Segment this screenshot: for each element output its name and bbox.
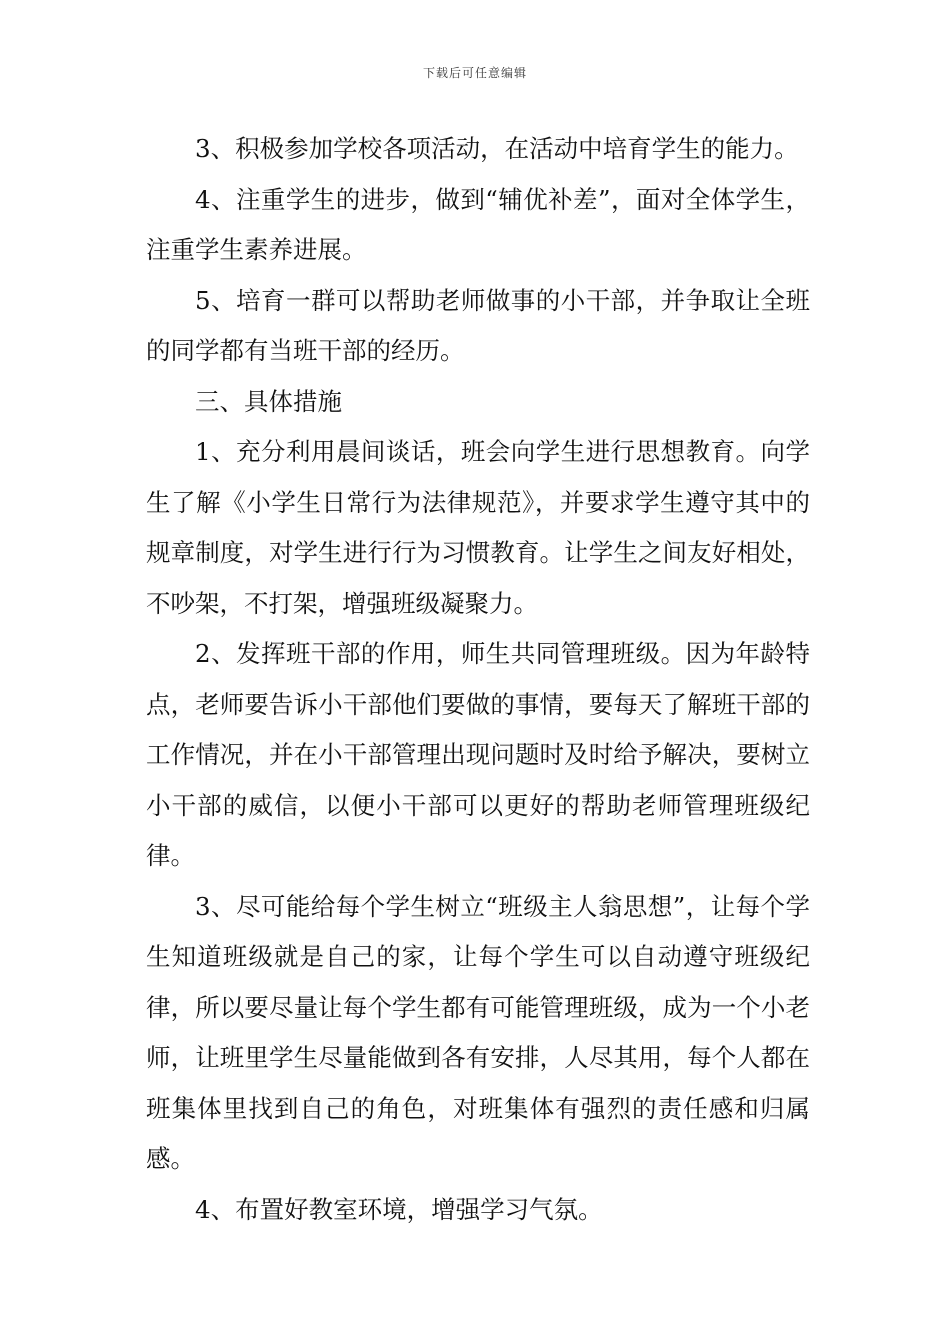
- paragraph-measure-4: 4、布置好教室环境，增强学习气氛。: [195, 1194, 603, 1224]
- paragraph-measure-1: 1、充分利用晨间谈话，班会向学生进行思想教育。向学生了解《小学生日常行为法律规范》，并要求学生遵守其中的规章制度，对学生进行行为习惯教育。让学生之间友好相处，不吵架，不打架，增强班级凝聚力。: [146, 437, 810, 618]
- section-heading-measures: 三、具体措施: [195, 386, 342, 416]
- paragraph-item-3-activities: 3、积极参加学校各项活动，在活动中培育学生的能力。: [195, 134, 799, 163]
- document-body: [146, 124, 810, 1235]
- paragraph-measure-3: 3、尽可能给每个学生树立“班级主人翁思想”，让每个学生知道班级就是自己的家，让每个学生可以自动遵守班级纪律，所以要尽量让每个学生都有可能管理班级，成为一个小老师，让班里学生尽量能做到各有安排，人尽其用，每个人都在班集体里找到自己的角色，对班集体有强烈的责任感和归属感。: [146, 891, 810, 1173]
- paragraph-item-4-progress: 4、注重学生的进步，做到“辅优补差”，面对全体学生，注重学生素养进展。: [146, 184, 810, 264]
- page-header: 下载后可任意编辑: [422, 66, 527, 80]
- paragraph-item-5-cadres: 5、培育一群可以帮助老师做事的小干部，并争取让全班的同学都有当班干部的经历。: [146, 285, 810, 365]
- paragraph-measure-2: 2、发挥班干部的作用，师生共同管理班级。因为年龄特点，老师要告诉小干部他们要做的事情，要每天了解班干部的工作情况，并在小干部管理出现问题时及时给予解决，要树立小干部的威信，以便小干部可以更好的帮助老师管理班级纪律。: [146, 639, 810, 870]
